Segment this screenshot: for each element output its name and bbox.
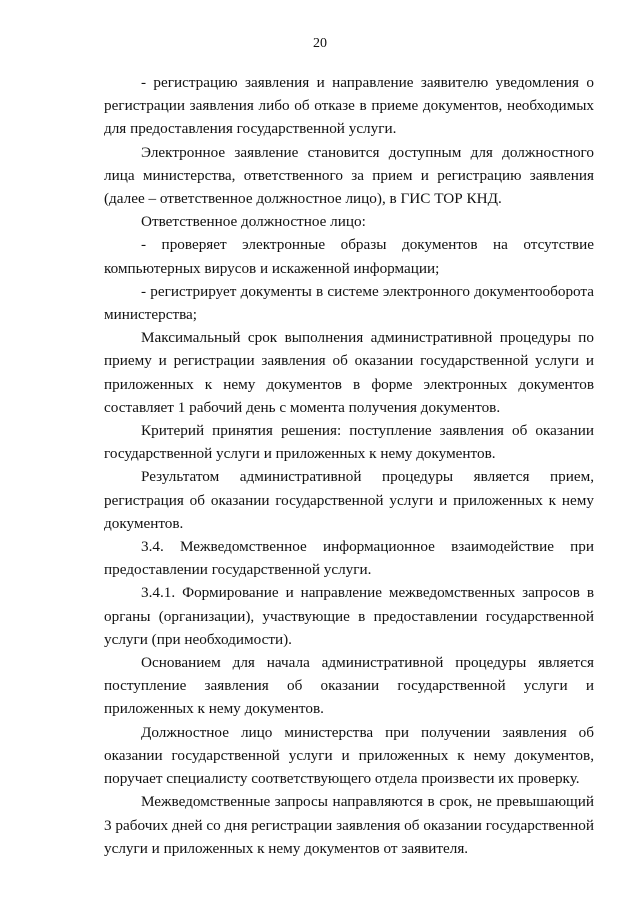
paragraph-virus-check: - проверяет электронные образы документов на отсутствие компьютерных вирусов и искаженной информации; <box>104 236 594 277</box>
paragraph-registration-notice: - регистрацию заявления и направление заявителю уведомления о регистрации заявления либо об отказе в приеме документов, необходимых для предоставления государственной услуги. <box>104 74 594 138</box>
paragraph-official-check: Должностное лицо министерства при получении заявления об оказании государственной услуги и приложенных к нему документов, поручает специалисту соответствующего отдела произвести их проверку. <box>104 723 594 788</box>
section-heading-3-4: 3.4. Межведомственное информационное взаимодействие при предоставлении государственной услуги. <box>104 538 594 579</box>
paragraph-procedure-result: Результатом административной процедуры является прием, регистрация об оказании государственной услуги и приложенных к нему документов. <box>104 468 594 532</box>
paragraph-responsible-official: Ответственное должностное лицо: <box>141 213 366 231</box>
paragraph-decision-criterion: Критерий принятия решения: поступление заявления об оказании государственной услуги и приложенных к нему документов. <box>104 422 594 463</box>
paragraph-maximum-term: Максимальный срок выполнения административной процедуры по приему и регистрации заявления об оказании государственной услуги и приложенных к нему документов в форме электронных документов составляет 1 рабочий день с момента получения документов. <box>104 329 594 416</box>
paragraph-document-registration: - регистрирует документы в системе электронного документооборота министерства; <box>104 282 594 324</box>
page-number: 20 <box>313 36 327 51</box>
paragraph-procedure-basis: Основанием для начала административной процедуры является поступление заявления об оказании государственной услуги и приложенных к нему документов. <box>104 654 594 718</box>
document-body <box>104 71 594 860</box>
paragraph-electronic-application: Электронное заявление становится доступным для должностного лица министерства, ответственного за прием и регистрацию заявления (далее – ответственное должностное лицо), в ГИС ТОР КНД. <box>104 143 594 208</box>
section-heading-3-4-1: 3.4.1. Формирование и направление межведомственных запросов в органы (организации), участвующие в предоставлении государственной услуги (при необходимости). <box>104 584 594 648</box>
paragraph-request-deadline: Межведомственные запросы направляются в срок, не превышающий 3 рабочих дней со дня регистрации заявления об оказании государственной услуги и приложенных к нему документов от заявителя. <box>104 793 594 857</box>
